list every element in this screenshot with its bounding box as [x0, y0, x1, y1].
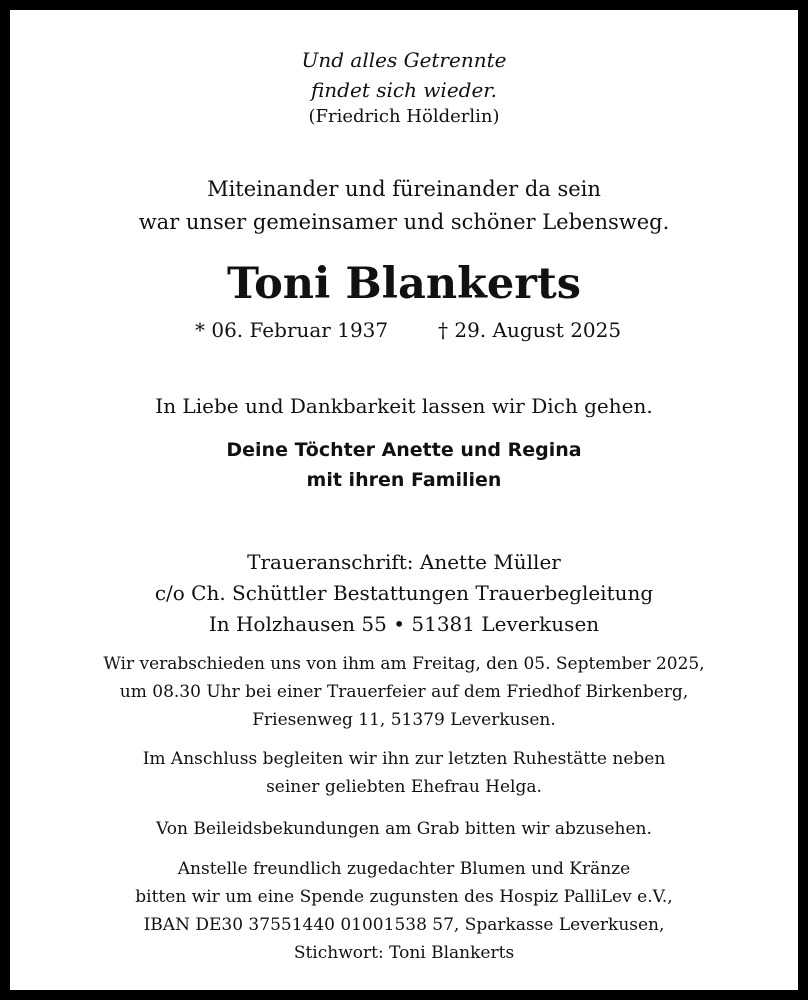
address-line-1: Traueranschrift: Anette Müller	[247, 550, 561, 574]
ceremony-line-2: um 08.30 Uhr bei einer Trauerfeier auf dem Friedhof Birkenberg,	[119, 682, 689, 702]
mourners-line-2: mit ihren Familien	[306, 469, 502, 491]
ceremony-line-1: Wir verabschieden uns von ihm am Freitag, den 05. September 2025,	[103, 654, 705, 674]
quote-author: (Friedrich Hölderlin)	[308, 106, 500, 127]
death-date: † 29. August 2025	[438, 318, 622, 342]
quote-line-1: Und alles Getrennte	[301, 48, 507, 72]
burial-line-1: Im Anschluss begleiten wir ihn zur letzten Ruhestätte neben	[142, 749, 666, 769]
donation-line-3: IBAN DE30 37551440 01001538 57, Sparkasse Leverkusen,	[143, 915, 665, 935]
ceremony-line-3: Friesenweg 11, 51379 Leverkusen.	[252, 710, 556, 730]
quote-line-2: findet sich wieder.	[310, 78, 498, 102]
birth-date: * 06. Februar 1937	[195, 318, 389, 342]
mourners-line-1: Deine Töchter Anette und Regina	[226, 439, 582, 461]
address-line-3: In Holzhausen 55 • 51381 Leverkusen	[208, 612, 600, 636]
motto-line-2: war unser gemeinsamer und schöner Lebensweg.	[138, 210, 670, 234]
life-dates	[10, 316, 798, 344]
donation-line-4: Stichwort: Toni Blankerts	[293, 943, 515, 963]
donation-line-1: Anstelle freundlich zugedachter Blumen und Kränze	[177, 859, 631, 879]
motto-line-1: Miteinander und füreinander da sein	[207, 177, 601, 201]
address-line-2: c/o Ch. Schüttler Bestattungen Trauerbegleitung	[154, 581, 654, 605]
farewell-text: In Liebe und Dankbarkeit lassen wir Dich gehen.	[155, 394, 653, 418]
deceased-name: Toni Blankerts	[227, 259, 581, 309]
burial-line-2: seiner geliebten Ehefrau Helga.	[266, 777, 542, 797]
donation-line-2: bitten wir um eine Spende zugunsten des Hospiz PalliLev e.V.,	[135, 887, 673, 907]
condolence-note: Von Beileidsbekundungen am Grab bitten wir abzusehen.	[156, 819, 652, 839]
